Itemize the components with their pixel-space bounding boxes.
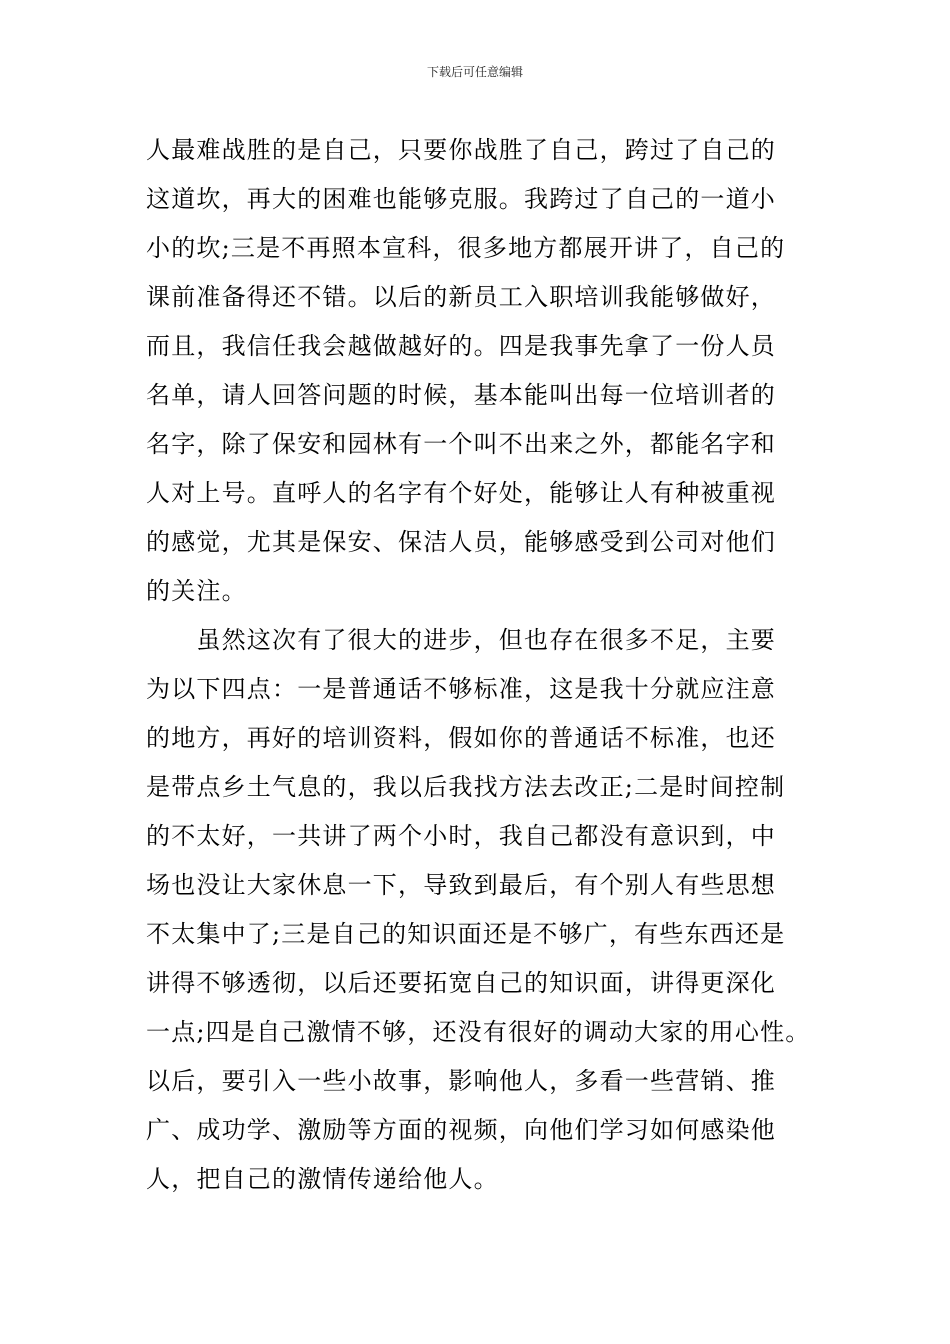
body-text (146, 126, 836, 1204)
text-line: 课前准备得还不错。以后的新员工入职培训我能够做好， (146, 283, 776, 311)
text-line: 的不太好，一共讲了两个小时，我自己都没有意识到，中 (146, 822, 776, 850)
text-line: 为以下四点：一是普通话不够标准，这是我十分就应注意 (146, 675, 776, 703)
text-line: 不太集中了;三是自己的知识面还是不够广，有些东西还是 (146, 920, 786, 948)
text-line: 广、成功学、激励等方面的视频，向他们学习如何感染他 (146, 1116, 776, 1144)
text-line: 是带点乡土气息的，我以后我找方法去改正;二是时间控制 (146, 773, 786, 801)
text-line: 以后，要引入一些小故事，影响他人，多看一些营销、推 (146, 1067, 776, 1095)
text-line: 人，把自己的激情传递给他人。 (146, 1165, 499, 1193)
page-header: 下载后可任意编辑 (426, 65, 523, 79)
text-line: 人对上号。直呼人的名字有个好处，能够让人有种被重视 (146, 479, 776, 507)
text-line: 这道坎，再大的困难也能够克服。我跨过了自己的一道小 (146, 185, 776, 213)
text-line: 的地方，再好的培训资料，假如你的普通话不标准，也还 (146, 724, 776, 752)
text-line: 讲得不够透彻，以后还要拓宽自己的知识面，讲得更深化 (146, 969, 776, 997)
text-line: 的感觉，尤其是保安、保洁人员，能够感受到公司对他们 (146, 528, 776, 556)
text-line: 名字，除了保安和园林有一个叫不出来之外，都能名字和 (146, 430, 776, 458)
text-line: 人最难战胜的是自己，只要你战胜了自己，跨过了自己的 (146, 136, 776, 164)
paragraph-start-line: 虽然这次有了很大的进步，但也存在很多不足，主要 (146, 626, 776, 654)
text-line: 的关注。 (146, 577, 247, 605)
text-line: 而且，我信任我会越做越好的。四是我事先拿了一份人员 (146, 332, 776, 360)
text-line: 一点;四是自己激情不够，还没有很好的调动大家的用心性。 (146, 1018, 811, 1046)
text-line: 场也没让大家休息一下，导致到最后，有个别人有些思想 (146, 871, 776, 899)
text-line: 小的坎;三是不再照本宣科，很多地方都展开讲了，自己的 (146, 234, 786, 262)
text-line: 名单，请人回答问题的时候，基本能叫出每一位培训者的 (146, 381, 776, 409)
